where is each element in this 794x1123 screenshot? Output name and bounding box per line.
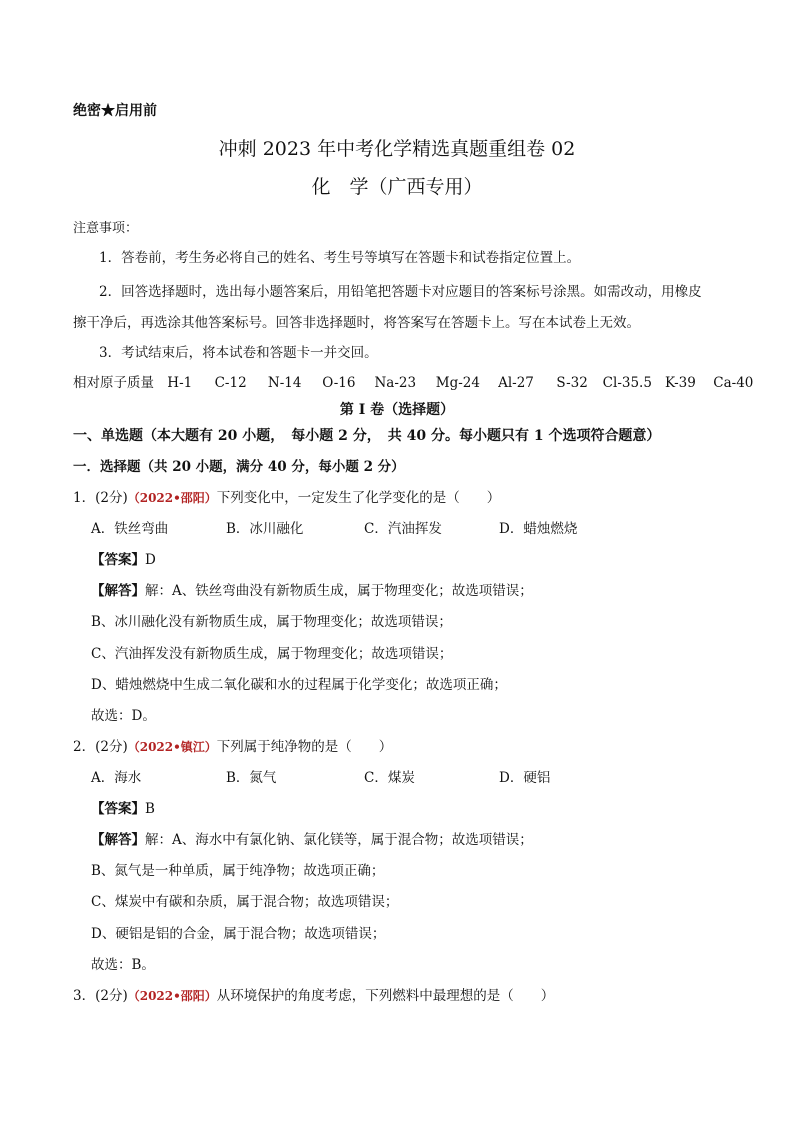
atomic-mass: N-14 — [267, 375, 302, 391]
question-1-analysis — [91, 581, 533, 601]
notice-item: 1．答卷前，考生务必将自己的姓名、考生号等填写在答题卡和试卷指定位置上。 — [99, 250, 581, 266]
option: B．氮气 — [226, 770, 277, 786]
question-number: 1．(2分) — [73, 490, 128, 506]
analysis-line: C、汽油挥发没有新物质生成，属于物理变化；故选项错误； — [91, 646, 453, 662]
notice-item: 2．回答选择题时，选出每小题答案后，用铅笔把答题卡对应题目的答案标号涂黑。如需改动，用橡皮 — [99, 284, 702, 300]
analysis-label: 【解答】 — [91, 832, 145, 848]
atomic-mass: K-39 — [664, 375, 696, 391]
atomic-mass: Ca-40 — [713, 375, 754, 391]
question-source: （2022•邵阳） — [127, 989, 217, 1003]
option: B．冰川融化 — [226, 521, 304, 537]
option: D．蜡烛燃烧 — [499, 521, 578, 537]
atomic-mass: Na-23 — [374, 375, 417, 391]
option: A．海水 — [91, 770, 142, 786]
option: C．汽油挥发 — [364, 521, 442, 537]
answer-label: 【答案】 — [91, 801, 145, 817]
option: C．煤炭 — [364, 770, 415, 786]
analysis-line: 解：A、海水中有氯化钠、氯化镁等，属于混合物；故选项错误； — [145, 832, 533, 848]
analysis-line: B、氮气是一种单质，属于纯净物；故选项正确； — [91, 863, 385, 879]
question-1-answer — [91, 550, 156, 570]
answer-value: B — [145, 801, 155, 817]
secret-label: 绝密★启用前 — [73, 103, 157, 119]
section-part1-sub: 一．选择题（共 20 小题，满分 40 分，每小题 2 分） — [73, 459, 405, 475]
question-2-stem — [73, 737, 392, 757]
question-text: 下列属于纯净物的是（ ） — [216, 739, 393, 755]
question-2-analysis — [91, 830, 533, 850]
atomic-mass: Mg-24 — [435, 375, 480, 391]
answer-label: 【答案】 — [91, 552, 145, 568]
section-part1: 一、单选题（本大题有 20 小题， 每小题 2 分， 共 40 分。每小题只有 1 个选项符合题意） — [73, 428, 661, 444]
question-text: 下列变化中，一定发生了化学变化的是（ ） — [216, 490, 501, 506]
notice-item: 3．考试结束后，将本试卷和答题卡一并交回。 — [99, 345, 378, 361]
page-subtitle: 化 学（广西专用） — [311, 176, 483, 198]
analysis-line: D、蜡烛燃烧中生成二氧化碳和水的过程属于化学变化；故选项正确； — [91, 677, 507, 693]
question-2-options — [91, 768, 550, 788]
analysis-line: 故选：B。 — [91, 957, 155, 973]
question-1-stem — [73, 488, 500, 508]
answer-value: D — [145, 552, 156, 568]
analysis-label: 【解答】 — [91, 583, 145, 599]
option: D．硬铝 — [499, 770, 551, 786]
atomic-mass: C-12 — [214, 375, 247, 391]
atomic-mass: O-16 — [322, 375, 356, 391]
section-title: 第 I 卷（选择题） — [339, 402, 455, 418]
question-source: （2022•镇江） — [127, 740, 217, 754]
question-source: （2022•邵阳） — [127, 491, 217, 505]
atomic-masses-label: 相对原子质量 — [73, 375, 154, 391]
page-title: 冲刺 2023 年中考化学精选真题重组卷 02 — [218, 138, 576, 160]
analysis-line: D、硬铝是铝的合金，属于混合物；故选项错误； — [91, 926, 386, 942]
notice-heading: 注意事项： — [73, 221, 139, 236]
question-1-options — [91, 519, 577, 539]
analysis-line: B、冰川融化没有新物质生成，属于物理变化；故选项错误； — [91, 614, 452, 630]
question-number: 2．(2分) — [73, 739, 128, 755]
atomic-mass: H-1 — [167, 375, 193, 391]
question-text: 从环境保护的角度考虑，下列燃料中最理想的是（ ） — [216, 988, 555, 1004]
atomic-mass: S-32 — [556, 375, 588, 391]
question-2-answer — [91, 799, 155, 819]
atomic-mass: Al-27 — [498, 375, 534, 391]
analysis-line: C、煤炭中有碳和杂质，属于混合物；故选项错误； — [91, 894, 399, 910]
analysis-line: 故选：D。 — [91, 708, 156, 724]
question-number: 3．(2分) — [73, 988, 128, 1004]
question-3-stem — [73, 986, 554, 1006]
option: A．铁丝弯曲 — [91, 521, 169, 537]
atomic-mass: Cl-35.5 — [602, 375, 652, 391]
notice-item-continued: 擦干净后，再选涂其他答案标号。回答非选择题时，将答案写在答题卡上。写在本试卷上无效。 — [73, 315, 640, 331]
atomic-masses — [73, 373, 753, 393]
analysis-line: 解：A、铁丝弯曲没有新物质生成，属于物理变化；故选项错误； — [145, 583, 533, 599]
